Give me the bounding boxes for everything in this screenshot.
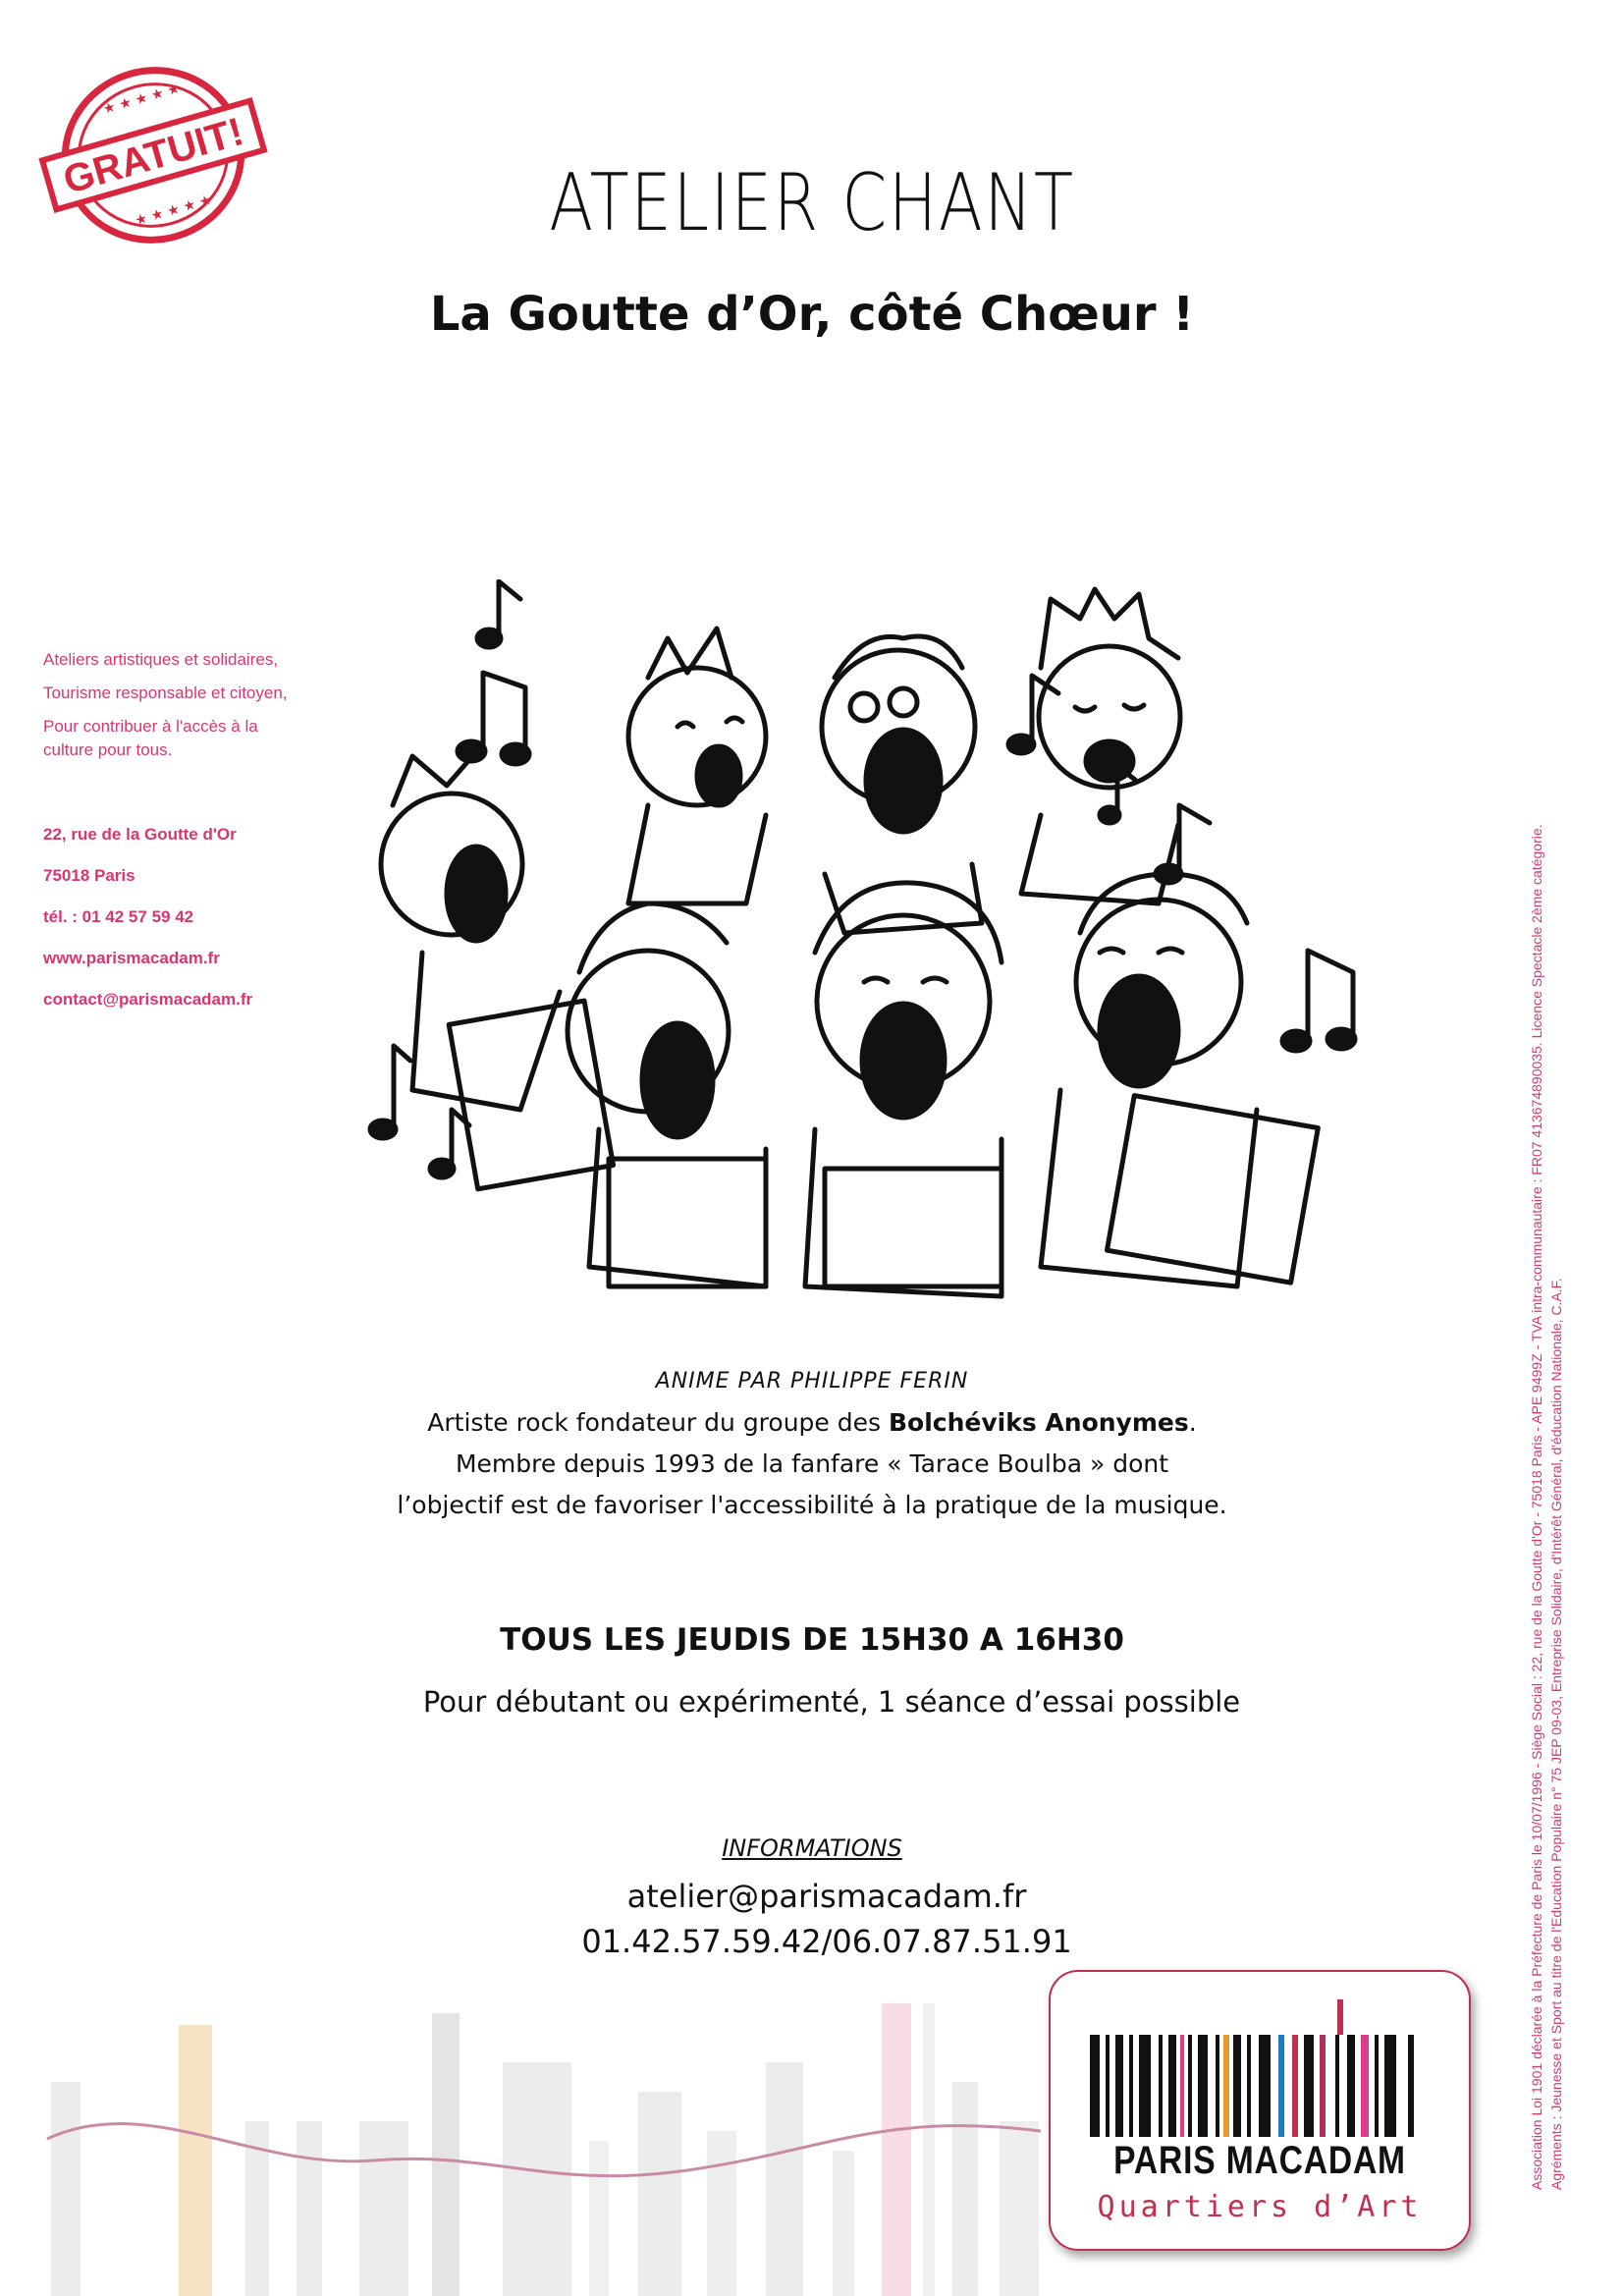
info-heading: INFORMATIONS bbox=[722, 1834, 902, 1862]
choir-singers-illustration bbox=[353, 579, 1365, 1306]
legal-line-1: Association Loi 1901 déclarée à la Préfecture de Paris le 10/07/1996 - Siège Social : 22, rue de la Goutte d'Or - 75018 Paris - APE 9499Z - TVA intra-communautaire : FR07 413674890035. Licence Spectacle 2ème catégorie. bbox=[1529, 824, 1544, 2190]
level-note: Pour débutant ou expérimenté, 1 séance d’essai possible bbox=[422, 1685, 1241, 1719]
bio-line-2: Membre depuis 1993 de la fanfare « Tarace Boulba » dont bbox=[455, 1449, 1169, 1478]
paris-macadam-logo bbox=[1049, 1970, 1471, 2251]
music-note-icon bbox=[1008, 676, 1058, 753]
svg-text:★ ★ ★ ★ ★: ★ ★ ★ ★ ★ bbox=[133, 191, 214, 230]
bio-line-1-suffix: . bbox=[1188, 1408, 1197, 1437]
sidebar-tagline: Tourisme responsable et citoyen, bbox=[43, 683, 288, 702]
sidebar-address-city: 75018 Paris bbox=[43, 866, 135, 885]
info-phones: 01.42.57.59.42/06.07.87.51.91 bbox=[581, 1923, 1072, 1960]
page-subtitle: La Goutte d’Or, côté Chœur ! bbox=[429, 287, 1195, 342]
music-note-icon bbox=[458, 673, 529, 764]
music-note-icon bbox=[1282, 951, 1355, 1051]
sidebar-email-link[interactable]: contact@parismacadam.fr bbox=[43, 990, 253, 1009]
bio-line-1 bbox=[0, 1402, 1624, 1444]
legal-notice bbox=[1527, 118, 1566, 2190]
page-title: ATELIER CHANT bbox=[549, 157, 1075, 248]
sidebar-phone: tél. : 01 42 57 59 42 bbox=[43, 907, 194, 926]
logo-name: PARIS MACADAM bbox=[1113, 2139, 1406, 2182]
music-note-icon bbox=[370, 1046, 410, 1138]
sidebar-website-link[interactable]: www.parismacadam.fr bbox=[43, 949, 220, 967]
sidebar bbox=[43, 648, 298, 1029]
stamp-text: GRATUIT! bbox=[58, 109, 248, 203]
info-email-link[interactable]: atelier@parismacadam.fr bbox=[626, 1878, 1027, 1915]
sidebar-address-street: 22, rue de la Goutte d'Or bbox=[43, 825, 237, 844]
music-note-icon bbox=[477, 581, 520, 647]
bio-band-name: Bolchéviks Anonymes bbox=[888, 1408, 1189, 1437]
animator-line: ANIME PAR PHILIPPE FERIN bbox=[655, 1369, 969, 1394]
logo-subtitle: Quartiers d’Art bbox=[1097, 2190, 1423, 2224]
animator-bio bbox=[0, 1402, 1624, 1526]
legal-line-2: Agréments : Jeunesse et Sport au titre de l'Education Populaire n° 75 JEP 09-03, Entreprise Solidaire, d'Intérêt Général, d'éducation Nationale, C.A.F. bbox=[1548, 1278, 1564, 2190]
bio-line-3: l’objectif est de favoriser l'accessibilité à la pratique de la musique. bbox=[397, 1491, 1227, 1519]
music-note-icon bbox=[1156, 805, 1210, 883]
schedule: TOUS LES JEUDIS DE 15H30 A 16H30 bbox=[500, 1622, 1124, 1658]
sidebar-tagline: Pour contribuer à l'accès à la culture pour tous. bbox=[43, 717, 258, 759]
sidebar-tagline: Ateliers artistiques et solidaires, bbox=[43, 650, 279, 669]
svg-text:★ ★ ★ ★ ★: ★ ★ ★ ★ ★ bbox=[101, 81, 183, 118]
bio-line-1-prefix: Artiste rock fondateur du groupe des bbox=[427, 1408, 889, 1437]
